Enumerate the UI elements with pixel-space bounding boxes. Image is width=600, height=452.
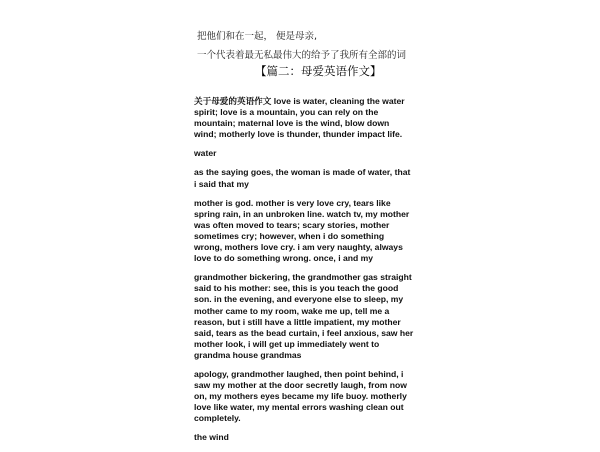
paragraph-1: 关于母爱的英语作文 love is water, cleaning the water spirit; love is a mountain, you can rely on the mountain; maternal love is the wind, blow down wind; motherly love is thunder, thunder impact life. <box>194 96 405 140</box>
paragraph-6: apology, grandmother laughed, then point behind, i saw my mother at the door secretly laugh, from now on, my mothers eyes became my life buoy. motherly love like water, my mental errors washing clean out completely. <box>194 368 407 424</box>
paragraph-5: grandmother bickering, the grandmother gas straight said to his mother: see, this is you teach the good son. in the evening, and everyone else to sleep, my mother came to my room, wake me up, tell me a reason, but i still have a little impatient, my mother said, tears as the bead curtain, i feel anxious, saw her mother look, i will get up immediately went to grandma house grandmas <box>194 272 414 360</box>
paragraph-7: the wind <box>194 432 229 443</box>
paragraph-4: mother is god. mother is very love cry, tears like spring rain, in an unbroken line. watch tv, my mother was often moved to tears; scary stories, mother sometimes cry; however, when i do something wrong, mothers love cry. i am very naughty, always love to do something wrong. once, i and my <box>194 197 410 264</box>
intro-line-2: 一个代表着最无私最伟大的给予了我所有全部的词 <box>197 50 407 61</box>
section-heading: 【篇二：母爱英语作文】 <box>255 64 382 78</box>
intro-line-1: 把他们和在一起， 便是母亲, <box>197 31 318 42</box>
paragraph-2: water <box>194 148 217 159</box>
essay-body <box>194 96 414 452</box>
paragraph-3: as the saying goes, the woman is made of water, that i said that my <box>194 167 411 189</box>
